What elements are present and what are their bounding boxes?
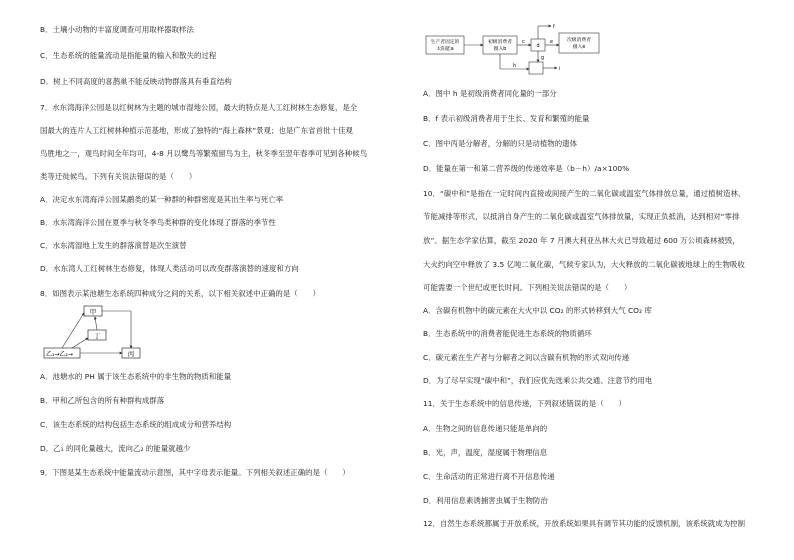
- q7-option-d: D．水东湾人工红树林生态修复，体现人类活动可以改变群落演替的速度和方向: [40, 264, 299, 273]
- q7-stem-line: 鸟胜地之一，观鸟时间全年均可，4-8 月以鹭鸟等繁殖留鸟为主，秋冬季至翌年春季可见到各种候鸟: [40, 149, 368, 158]
- q11-stem: 11．关于生态系统中的信息传递，下列叙述错误的是（ ）: [423, 399, 626, 408]
- q6-option-d: D．树上不同高度的喜鹊巢不能反映动物群落具有垂直结构: [40, 77, 232, 86]
- q11-option-b: B．光，声，温度，湿度属于物理信息: [423, 448, 548, 457]
- label-secondary-2: 摄入e: [572, 45, 586, 50]
- q7-stem-line: 类等迁徙候鸟。下列有关说法错误的是（ ）: [40, 172, 197, 181]
- label-c: c: [522, 40, 525, 45]
- label-yi: 乙₁→乙₂→: [46, 351, 73, 358]
- box-secondary: [559, 33, 599, 53]
- q11-option-a: A．生物之间的信息传递只能是单向的: [423, 424, 548, 433]
- q10-option-a: A．含碳有机物中的碳元素在大火中以 CO₂ 的形式转移到大气 CO₂ 库: [423, 306, 652, 315]
- q8-option-a: A．池塘水的 PH 属于该生态系统中的非生物的物质和能量: [40, 372, 232, 381]
- q9-option-a: A．图中 h 是初级消费者同化量的一部分: [423, 89, 557, 98]
- q9-option-d: D．能量在第一和第二营养级的传递效率是（b－h）/a×100%: [423, 164, 630, 173]
- q10-stem-line: 大火约向空中释放了 3.5 亿吨二氧化碳，气候专家认为，大火释放的二氧化碳被地球上的生物吸收: [423, 260, 745, 269]
- label-ding: 丁: [93, 332, 101, 340]
- q9-stem: 9．下图是某生态系统中能量流动示意图，其中字母表示能量。下列相关叙述正确的是（ ）: [40, 468, 350, 477]
- label-e: e: [550, 40, 553, 45]
- label-g: g: [541, 56, 545, 61]
- label-producer-2: 太阳能a: [436, 47, 454, 52]
- q7-option-a: A．决定水东湾海洋公园某鹬类的某一种群的种群密度是其出生率与死亡率: [40, 195, 284, 204]
- q6-option-c: C．生态系统的能量流动是指能量的输入和散失的过程: [40, 51, 217, 60]
- q8-option-c: C．该生态系统的结构包括生态系统的组成成分和营养结构: [40, 420, 232, 429]
- label-producer: 生产者固定的: [430, 40, 460, 45]
- q10-stem-line: 10．“碳中和”是指在一定时间内直接或间接产生的二氧化碳或温室气体排放总量，通过植树造林、: [423, 189, 746, 198]
- energy-flow-diagram: [423, 22, 623, 78]
- q8-option-d: D．乙₁ 的同化量越大，流向乙₂ 的能量就越少: [40, 444, 191, 453]
- box-bing-decomposer: [529, 62, 543, 74]
- q10-stem-line: 节能减排等形式，以抵消自身产生的二氧化碳或温室气体排放量，实现正负抵消，达到相对“零排: [423, 212, 740, 221]
- arrow-ding-jia: [95, 317, 97, 330]
- q9-option-b: B．f 表示初级消费者用于生长、发育和繁殖的能量: [423, 114, 590, 123]
- label-primary: 初级消费者: [488, 40, 512, 45]
- q8-stem: 8．如图表示某池塘生态系统四种成分之间的关系，以下相关叙述中正确的是（ ）: [40, 289, 321, 298]
- q11-option-d: D．利用信息素诱捕害虫属于生物防治: [423, 496, 548, 505]
- q7-option-b: B．水东湾海洋公园在夏季与秋冬季鸟类种群的变化体现了群落的季节性: [40, 218, 276, 227]
- label-h: h: [513, 64, 517, 69]
- label-jia: 甲: [89, 308, 97, 316]
- q7-stem-line: 国最大的连片人工红树林种植示范基地，形成了独特的“海上森林”景观；也是广东省首批十佳观: [40, 126, 353, 135]
- q9-option-c: C．图中丙是分解者，分解的只是动植物的遗体: [423, 139, 578, 148]
- q10-option-c: C．碳元素在生产者与分解者之间以含碳有机物的形式双向传递: [423, 353, 630, 362]
- q8-option-b: B．甲和乙所包含的所有种群构成群落: [40, 396, 165, 405]
- q8-ecosystem-diagram: [42, 304, 152, 364]
- label-d: d: [536, 44, 540, 49]
- q10-option-d: D．为了尽早实现“碳中和”，我们应优先选乘公共交通、注意节约用电: [423, 376, 653, 385]
- label-primary-2: 摄入b: [493, 47, 507, 52]
- label-i: i: [559, 67, 561, 72]
- label-secondary: 次级消费者: [567, 38, 591, 43]
- q6-option-b: B．土壤小动物的丰富度调查可用取样器取样法: [40, 25, 194, 34]
- label-bing: 丙: [127, 350, 135, 358]
- q10-stem-line: 可能需要一个世纪或更长时间。下列相关说法错误的是（ ）: [423, 283, 632, 292]
- q7-stem-line: 7．水东湾海洋公园是以红树林为主题的城市湿地公园，最大的特点是人工红树林生态修复，是全: [40, 103, 358, 112]
- q12-stem: 12．自然生态系统都属于开放系统，开放系统如果具有调节其功能的反馈机制，该系统就成为控制: [423, 519, 746, 528]
- q10-stem-line: 放”。据生态学家估算，截至 2020 年 7 月澳大利亚丛林大火已导致超过 600 万公顷森林被毁，: [423, 236, 740, 245]
- q10-option-b: B．生态系统中的消费者能促进生态系统的物质循环: [423, 329, 592, 338]
- arrow-yi-ding: [72, 338, 88, 348]
- q7-option-c: C．水东湾湿地上发生的群落演替是次生演替: [40, 241, 187, 250]
- label-f: f: [553, 25, 555, 30]
- q11-option-c: C．生命活动的正常进行离不开信息传递: [423, 472, 555, 481]
